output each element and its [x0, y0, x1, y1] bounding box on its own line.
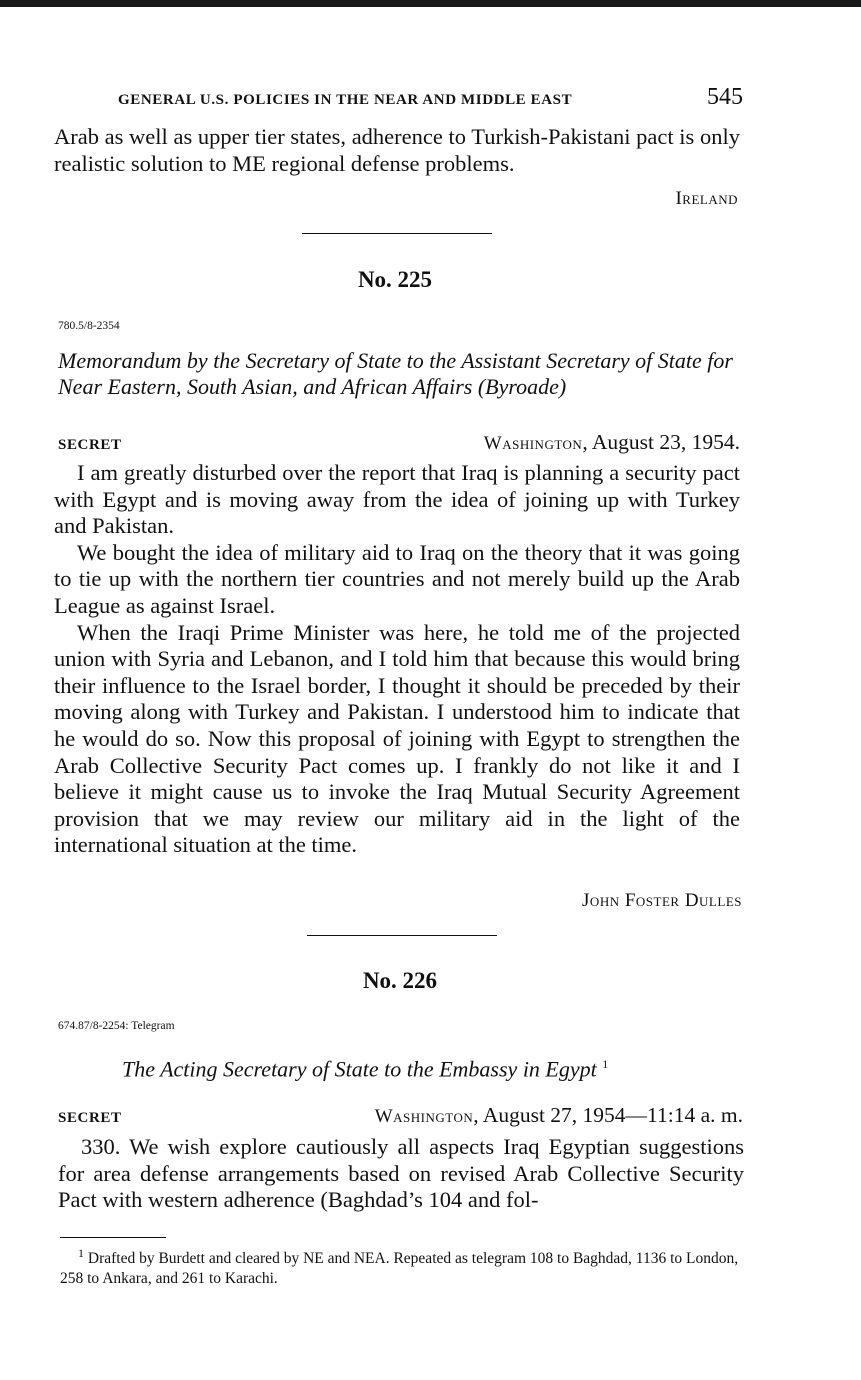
dateline-225: [484, 430, 740, 455]
footnote-rule: [60, 1237, 166, 1238]
footnote-marker: 1: [78, 1246, 84, 1260]
file-reference-226: 674.87/8-2254: Telegram: [58, 1020, 175, 1032]
paragraph-225-2: We bought the idea of military aid to Iraq on the theory that it was going to tie up with the northern tier countries and not merely build up the Arab League as against Israel.: [54, 539, 740, 618]
paragraph-226-1: 330. We wish explore cautiously all aspects Iraq Egyptian suggestions for area defense arrangements based on revised Arab Collective Security Pact with western adherence (Baghdad’s 104 and fol-: [58, 1134, 744, 1213]
signature-dulles: [430, 890, 742, 912]
place-226: Washington: [374, 1106, 474, 1127]
document-heading-225: Memorandum by the Secretary of State to the Assistant Secretary of State for Near Eastern, South Asian, and African Affairs (Byroade): [58, 348, 733, 399]
page-number: 545: [707, 84, 743, 110]
carryover-paragraph: [54, 124, 740, 177]
paragraph-225-1: I am greatly disturbed over the report that Iraq is planning a security pact with Egypt and is moving away from the idea of joining up with Turkey and Pakistan.: [54, 460, 740, 539]
date-226: , August 27, 1954—11:14 a. m.: [473, 1103, 743, 1127]
document-body-225: [54, 460, 740, 859]
signature-ireland-text: Ireland: [675, 188, 738, 209]
place-225: Washington: [483, 433, 583, 454]
footnote: [60, 1243, 746, 1289]
classification-225: SECRET: [58, 437, 122, 453]
running-head: [118, 84, 743, 114]
paragraph-225-3: When the Iraqi Prime Minister was here, he told me of the projected union with Syria and Lebanon, and I told him that because this would bring their influence to the Israel border, I thought it should be preceded by their moving along with Turkey and Pakistan. I understood him to indicate that he would do so. Now this proposal of joining with Egypt to strengthen the Arab Collective Security Pact comes up. I frankly do not like it and I believe it might cause us to invoke the Iraq Mutual Security Agreement provision that we may review our military aid in the light of the international situation at the time.: [54, 619, 740, 858]
file-reference-225: 780.5/8-2354: [58, 320, 120, 332]
classification-line-225: [58, 430, 740, 455]
section-divider: [302, 233, 492, 234]
signature-dulles-text: John Foster Dulles: [582, 890, 742, 911]
classification-226: SECRET: [58, 1110, 122, 1126]
footnote-reference: 1: [602, 1057, 609, 1071]
document-number-225: No. 225: [357, 267, 433, 292]
running-title: GENERAL U.S. POLICIES IN THE NEAR AND MIDDLE EAST: [118, 92, 573, 108]
classification-line-226: [58, 1103, 743, 1128]
scan-top-edge: [0, 0, 861, 7]
document-number-226: No. 226: [362, 968, 438, 993]
carryover-text: Arab as well as upper tier states, adherence to Turkish-Pakistani pact is only realistic solution to ME regional defense problems.: [54, 124, 740, 176]
document-heading-226: [122, 1051, 722, 1082]
signature-ireland: [430, 188, 738, 210]
document-body-226: [58, 1134, 744, 1214]
footnote-text: Drafted by Burdett and cleared by NE and NEA. Repeated as telegram 108 to Baghdad, 1136 to London, 258 to Ankara, and 261 to Karachi.: [60, 1250, 739, 1288]
dateline-226: [375, 1103, 743, 1128]
heading-226-text: The Acting Secretary of State to the Embassy in Egypt: [122, 1056, 597, 1082]
section-divider: [307, 935, 497, 936]
date-225: , August 23, 1954.: [582, 430, 740, 454]
